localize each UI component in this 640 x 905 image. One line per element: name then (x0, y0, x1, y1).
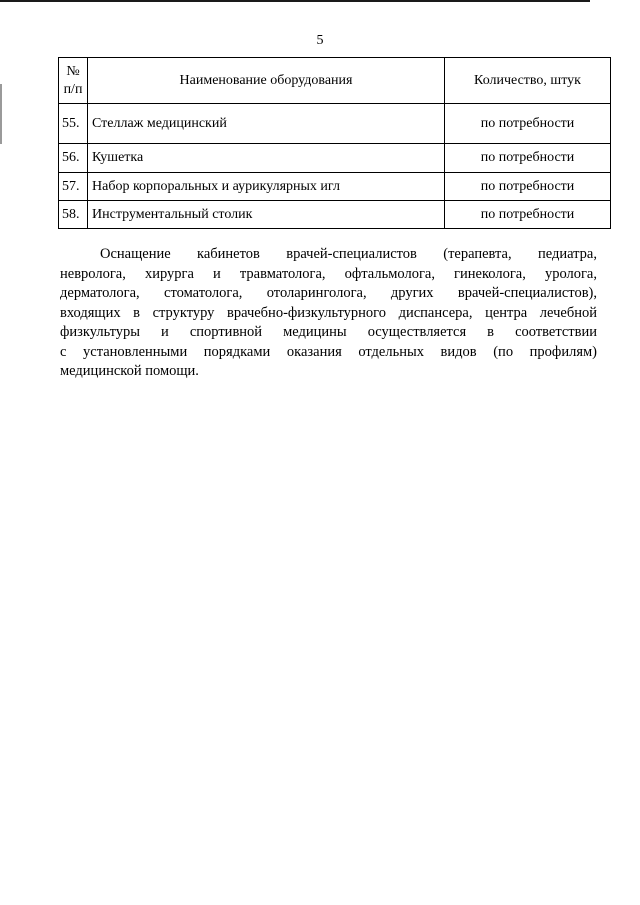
scan-edge-left (0, 84, 2, 144)
row-number: 57. (59, 173, 88, 201)
row-equipment-name: Стеллаж медицинский (88, 104, 445, 144)
scan-edge-top (0, 0, 590, 2)
header-quantity: Количество, штук (445, 58, 611, 104)
equipment-paragraph (60, 245, 597, 382)
paragraph-line: с установленными порядками оказания отдельных видов (по профилям) (60, 343, 597, 360)
table-header-row (59, 58, 611, 104)
table-row (59, 144, 611, 173)
table-row (59, 173, 611, 201)
row-number: 55. (59, 104, 88, 144)
header-number (59, 58, 88, 104)
equipment-table (58, 57, 611, 229)
row-quantity: по потребности (445, 201, 611, 229)
row-quantity: по потребности (445, 173, 611, 201)
row-equipment-name: Набор корпоральных и аурикулярных игл (88, 173, 445, 201)
row-equipment-name: Кушетка (88, 144, 445, 173)
paragraph-line: физкультуры и спортивной медицины осуществляется в соответствии (60, 324, 597, 340)
paragraph-line: Оснащение кабинетов врачей-специалистов (терапевта, педиатра, (100, 246, 597, 262)
header-name: Наименование оборудования (88, 58, 445, 104)
row-number: 58. (59, 201, 88, 229)
row-number: 56. (59, 144, 88, 173)
paragraph-line: невролога, хирурга и травматолога, офтальмолога, гинеколога, уролога, (60, 265, 597, 282)
table-row (59, 201, 611, 229)
paragraph-line: медицинской помощи. (60, 363, 199, 379)
header-number-label: № п/п (63, 63, 83, 97)
row-quantity: по потребности (445, 144, 611, 173)
page-number: 5 (316, 33, 324, 48)
table-row (59, 104, 611, 144)
paragraph-line: дерматолога, стоматолога, отоларинголога, других врачей-специалистов), (60, 285, 597, 301)
paragraph-line: входящих в структуру врачебно-физкультурного диспансера, центра лечебной (60, 304, 597, 321)
row-equipment-name: Инструментальный столик (88, 201, 445, 229)
row-quantity: по потребности (445, 104, 611, 144)
